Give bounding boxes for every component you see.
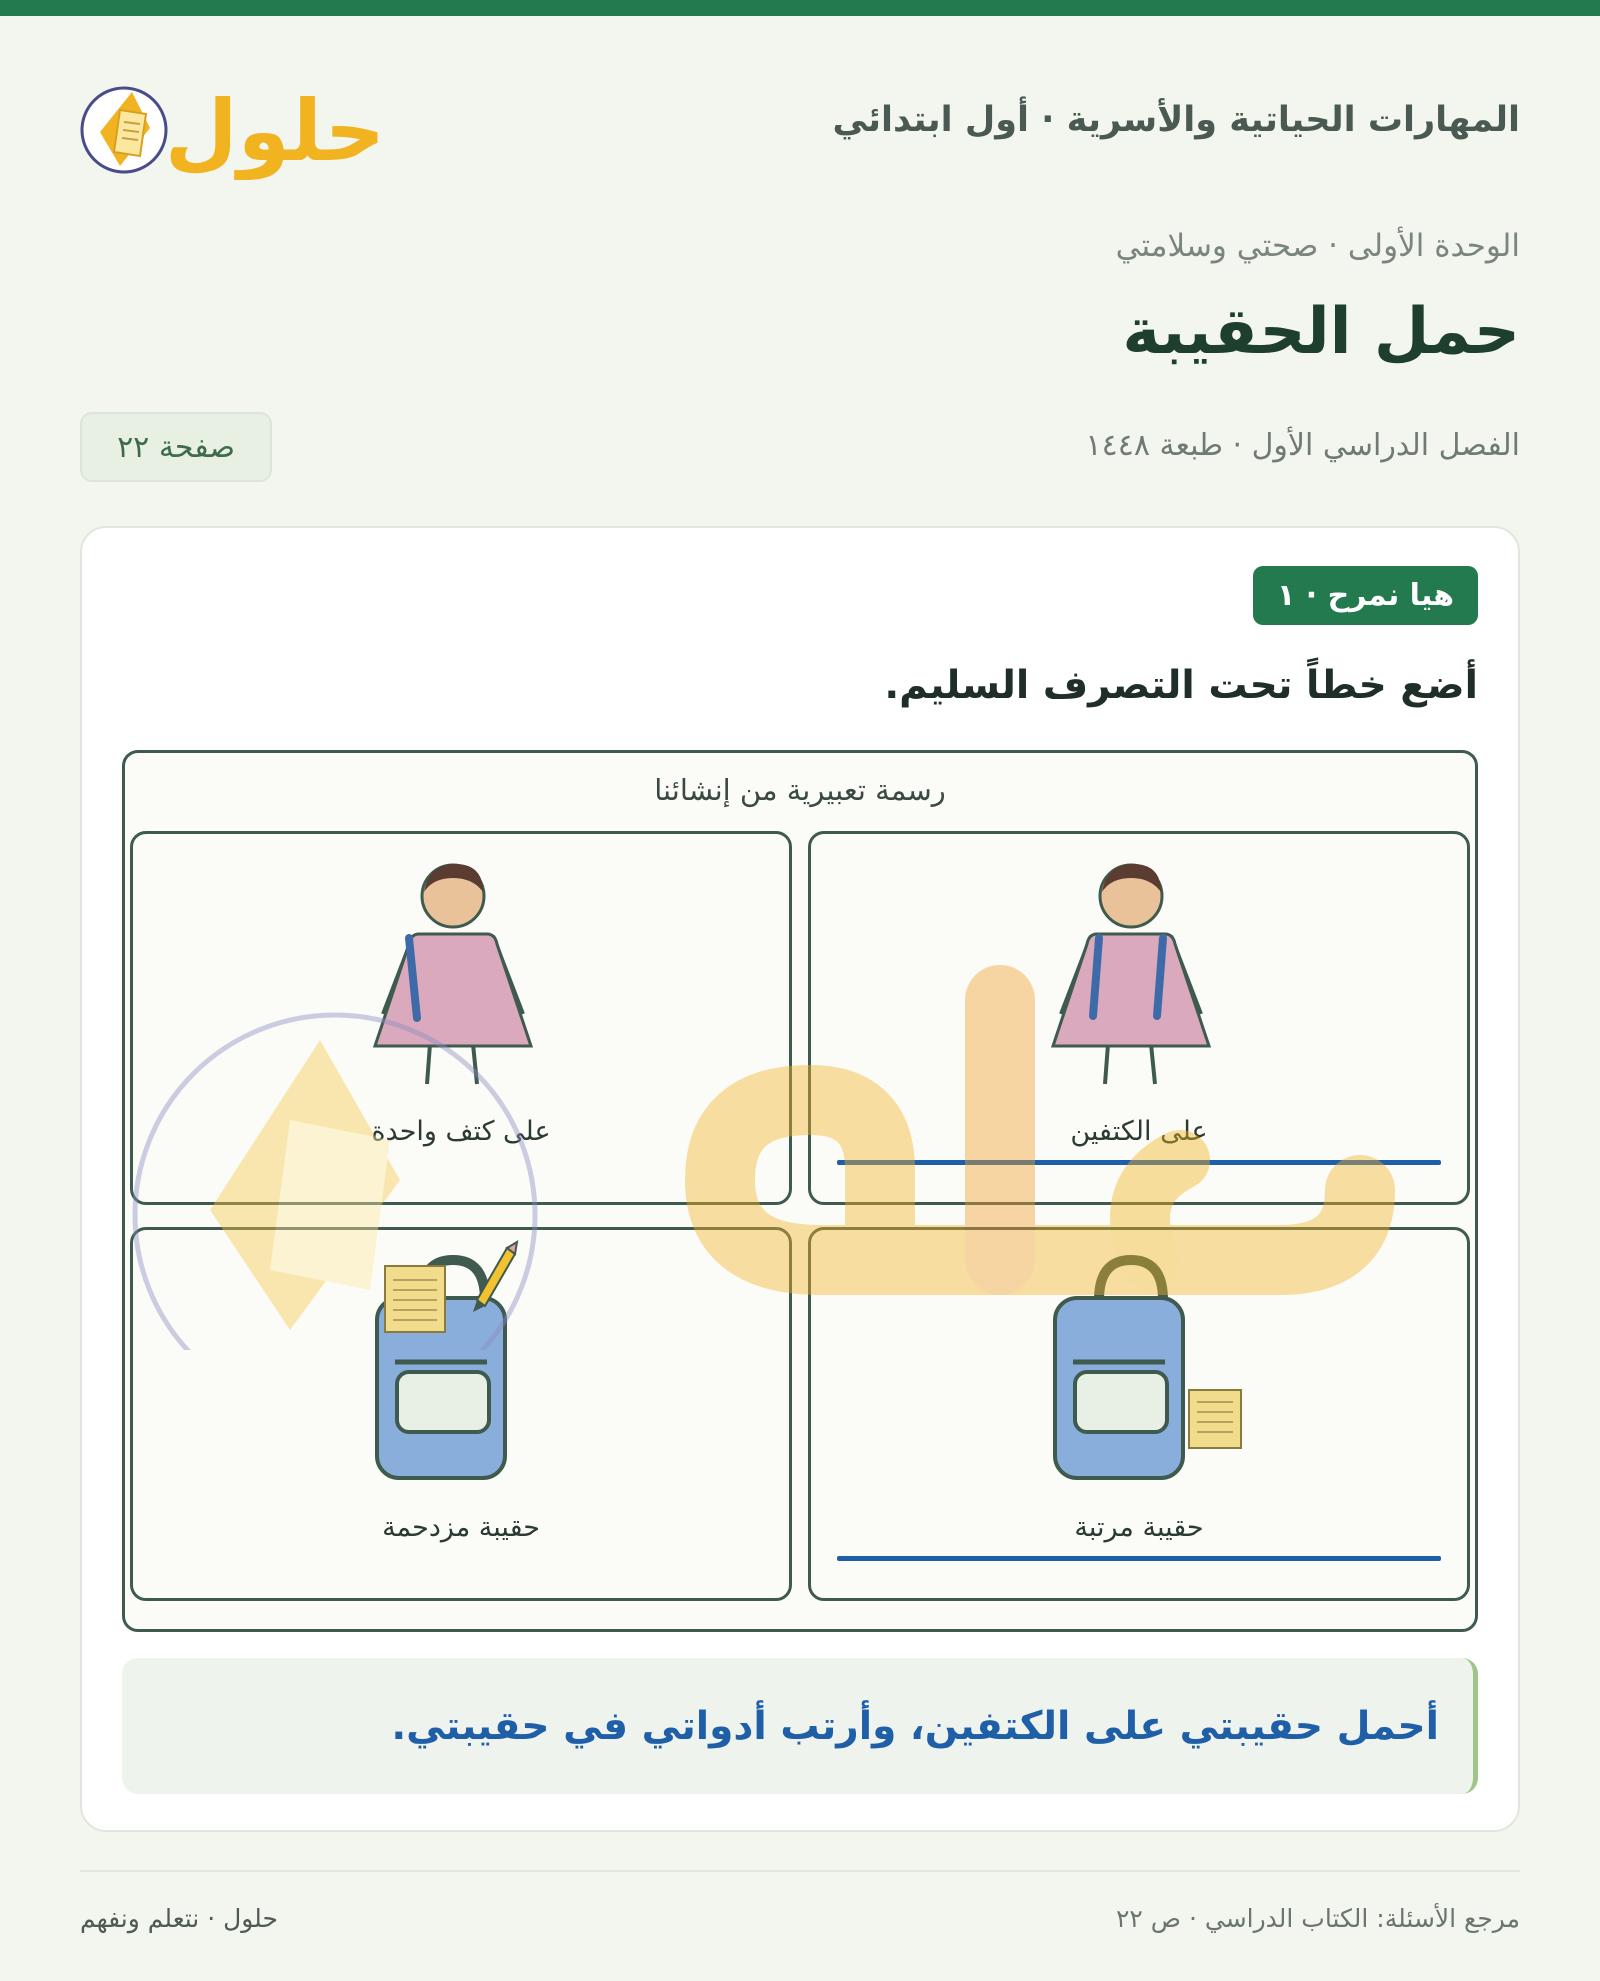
answer-box bbox=[122, 1658, 1478, 1794]
footer-brand: حلول · نتعلم ونفهم bbox=[80, 1904, 278, 1933]
panel-label: حقيبة مزدحمة bbox=[382, 1512, 540, 1543]
panel-one-shoulder[interactable] bbox=[130, 831, 792, 1205]
answer-underline bbox=[837, 1160, 1441, 1165]
term-edition: الفصل الدراسي الأول · طبعة ١٤٤٨ bbox=[1085, 428, 1520, 463]
logo-wordmark: حلول bbox=[164, 82, 380, 180]
panel-label: على كتف واحدة bbox=[371, 1116, 551, 1147]
hulul-logo bbox=[80, 70, 380, 180]
page-number-badge bbox=[80, 412, 272, 482]
page-number-label: صفحة ٢٢ bbox=[117, 429, 235, 465]
unit-subtitle: الوحدة الأولى · صحتي وسلامتي bbox=[1115, 228, 1520, 264]
book-title: المهارات الحياتية والأسرية · أول ابتدائي bbox=[832, 100, 1520, 140]
lesson-title: حمل الحقيبة bbox=[1122, 295, 1520, 369]
top-accent-bar bbox=[0, 0, 1600, 16]
answer-text: أحمل حقيبتي على الكتفين، وأرتب أدواتي في حقيبتي. bbox=[391, 1703, 1439, 1749]
panel-crowded-bag[interactable] bbox=[130, 1227, 792, 1601]
activity-tag: هيا نمرح · ١ bbox=[1253, 566, 1478, 625]
panel-label: حقيبة مرتبة bbox=[1074, 1512, 1204, 1543]
activity-card bbox=[80, 526, 1520, 1832]
panel-two-shoulders[interactable] bbox=[808, 831, 1470, 1205]
answer-underline bbox=[837, 1556, 1441, 1561]
frame-caption: رسمة تعبيرية من إنشائنا bbox=[654, 773, 946, 807]
panel-label: على الكتفين bbox=[1070, 1116, 1208, 1147]
footer-divider bbox=[80, 1870, 1520, 1872]
illustration-frame bbox=[122, 750, 1478, 1632]
panel-tidy-bag[interactable] bbox=[808, 1227, 1470, 1601]
header bbox=[80, 70, 1520, 180]
footer-reference: مرجع الأسئلة: الكتاب الدراسي · ص ٢٢ bbox=[1115, 1904, 1520, 1933]
question-text: أضع خطاً تحت التصرف السليم. bbox=[884, 663, 1478, 708]
